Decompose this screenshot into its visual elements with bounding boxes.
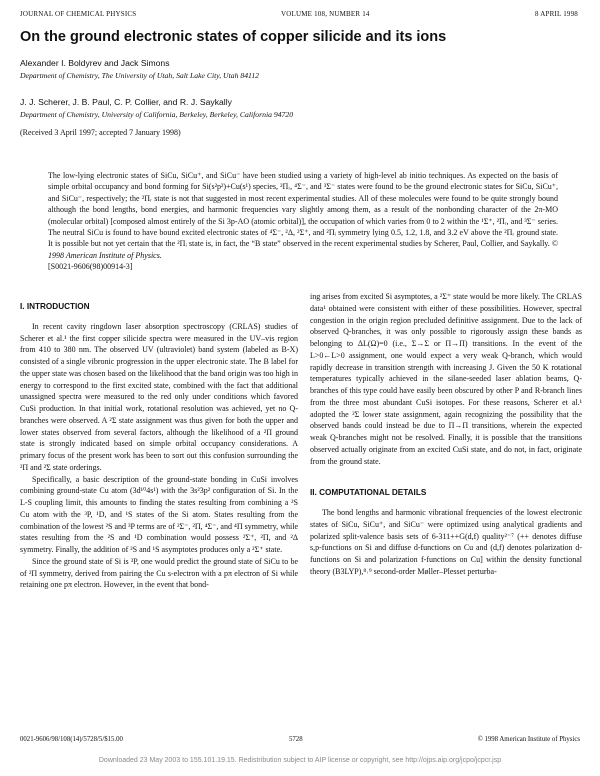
pacs-code: [S0021-9606(98)00914-3] xyxy=(48,262,133,272)
footer-copyright: © 1998 American Institute of Physics xyxy=(477,736,580,743)
received-dates: (Received 3 April 1997; accepted 7 January 1998) xyxy=(20,128,181,137)
intro-paragraph-3: Since the ground state of Si is ³P, one would predict the ground state of SiCu to be of ²Π symmetry, derived from pairing the Cu s-electron with a pπ electron of Si while retaining one pπ electron. However, in the event that bond- xyxy=(20,556,298,590)
left-column xyxy=(20,291,298,591)
article-title: On the ground electronic states of copper silicide and its ions xyxy=(20,29,447,45)
affiliation-2: Department of Chemistry, University of California, Berkeley, Berkeley, California 94720 xyxy=(20,110,294,119)
journal-name: JOURNAL OF CHEMICAL PHYSICS xyxy=(20,10,137,18)
issue-date: 8 APRIL 1998 xyxy=(535,10,578,18)
right-paragraph-1: ing arises from excited Si asymptotes, a ²Σ⁺ state would be more likely. The CRLAS data¹ obtained were consistent with either of these possibilities. However, spectral congestion in the origin region precluded definitive assignment. Due to the lack of observed Q-branches, it was only possible to rigorously assign these bands as belonging to ΔL(Ω)=0 (i.e., Σ→Σ or Π→Π) transitions. In the event of the L>0←L>0 assignment, one would expect a very weak Q-branch, which would rapidly decrease in transition strength with increasing J. Given the 50 K rotational temperatures typically achieved in the silane-seeded laser ablation beams, Q-branches of this type could have easily been obscured by other P and R-branch lines from the three most abundant CuSi isotopes. For these reasons, Scherer et al.¹ adopted the ²Σ lower state assignment, again recognizing the possibility that the observed bands could instead be due to Π→Π transitions, wherein the expected weak Q-branches might not be resolved. Finally, it is possible that the transitions observed actually originate from an excited CuSi state, and do not, in fact, originate from the ground state. xyxy=(310,292,582,466)
authors-group-2: J. J. Scherer, J. B. Paul, C. P. Collier, and R. J. Saykally xyxy=(20,97,232,107)
volume-number: VOLUME 108, NUMBER 14 xyxy=(281,10,370,18)
download-notice: Downloaded 23 May 2003 to 155.101.19.15. Redistribution subject to AIP license or copyright, see http://ojps.aip.org/jcpo/jcpcr.jsp xyxy=(98,757,502,764)
abstract-text: The low-lying electronic states of SiCu, SiCu⁺, and SiCu⁻ have been studied using a variety of high-level ab initio techniques. As expected on the basis of simple orbital occupancy and bond forming for Si(s²p²)+Cu(s¹) species, ²Πᵣ, ⁴Σ⁻, and ³Σ⁻ states were found to be the ground electronic states for SiCu, SiCu⁺, and SiCu⁻, respectively; the ²Πᵣ state is not that suggested in most recent experimental studies. All of these molecules were found to be quite strongly bound although the bond lengths, bond energies, and harmonic frequencies vary slightly among them, as a result of the nonbonding character of the 2π-MO (molecular orbital) [composed almost entirely of the Si 3p-AO (atomic orbital)], the occupation of which varies from 0 to 2 within the ¹Σ⁺, ²Πᵣ, and ³Σ⁻ series. The neutral SiCu is found to have bound excited electronic states of ⁴Σ⁻, ²Δ, ²Σ⁺, and ²Πᵢ symmetry lying 0.5, 1.2, 1.8, and 3.2 eV above the ²Πᵣ ground state. It is possible but not yet certain that the ²Πᵢ state is, in fact, the “B state” observed in the recent experimental studies by Scherer, Paul, Collier, and Saykally. xyxy=(48,171,558,249)
section-heading-introduction: I. INTRODUCTION xyxy=(20,302,90,311)
abstract-copyright: © 1998 American Institute of Physics. xyxy=(48,239,558,260)
computational-paragraph-1: The bond lengths and harmonic vibrational frequencies of the lowest electronic states of SiCu, SiCu⁺, and SiCu⁻ were optimized using analytical gradients and polarized split-valence basis sets of 6-311++G(d,f) quality²⁻⁷ (++ denotes diffuse s,p-functions on Si and diffuse d-functions on Cu and (d,f) denotes polarization d-functions on Si and polarization f-functions on Cu] within the density functional theory (B3LYP),⁸˒⁹ second-order Møller–Plesset perturba- xyxy=(310,508,582,576)
page-number: 5728 xyxy=(289,736,303,743)
right-column xyxy=(310,291,582,578)
affiliation-1: Department of Chemistry, The University of Utah, Salt Lake City, Utah 84112 xyxy=(20,71,260,80)
section-heading-computational: II. COMPUTATIONAL DETAILS xyxy=(310,488,427,498)
footer-doi: 0021-9606/98/108(14)/5728/5/$15.00 xyxy=(20,736,123,743)
intro-paragraph-1: In recent cavity ringdown laser absorption spectroscopy (CRLAS) studies of Scherer et al.¹ the first copper silicide spectra were measured in the UV–vis region from 410 to 380 nm. The observed UV (ultraviolet) band system (labeled as B-X) consisted of a single vibronic progression in the upper electronic state. The B label for the upper state was chosen based on the likelihood that the band origin was too high in energy to correspond to the first excited state, combined with the fact that additional unassigned spectra were measured to the red only under conditions which favored CuSi production. In that initial work, rotational resolution was achieved, yet no Q-branches were observed. A ²Σ state assignment was thus given for both the upper and lower states observed from several factors, although the likelihood of a ²Π ground state is strongly indicated based on simple orbital occupancy considerations. A primary focus of the present work has been to sort out this confusion surrounding the ²Π and ²Σ state orderings. xyxy=(20,321,298,472)
abstract xyxy=(48,170,558,273)
authors-group-1: Alexander I. Boldyrev and Jack Simons xyxy=(20,58,170,68)
intro-paragraph-2: Specifically, a basic description of the ground-state bonding in CuSi involves combining ground-state Cu atom (3d¹⁰4s¹) with the 3s²3p² configuration of Si. In the L-S coupling limit, this amounts to finding the states resulting from combining a ²S Cu atom with the ³P, ¹D, and ¹S states of the Si atom. States resulting from the combination of the lowest ²S and ³P terms are of ²Σ⁻, ²Π, ⁴Σ⁻, and ⁴Π symmetry, while states resulting from the ²S and ¹D combination would possess ²Σ⁺, ²Π, and ²Δ symmetry. Finally, the addition of ²S and ¹S asymptotes produces only a ²Σ⁺ state. xyxy=(20,474,298,554)
